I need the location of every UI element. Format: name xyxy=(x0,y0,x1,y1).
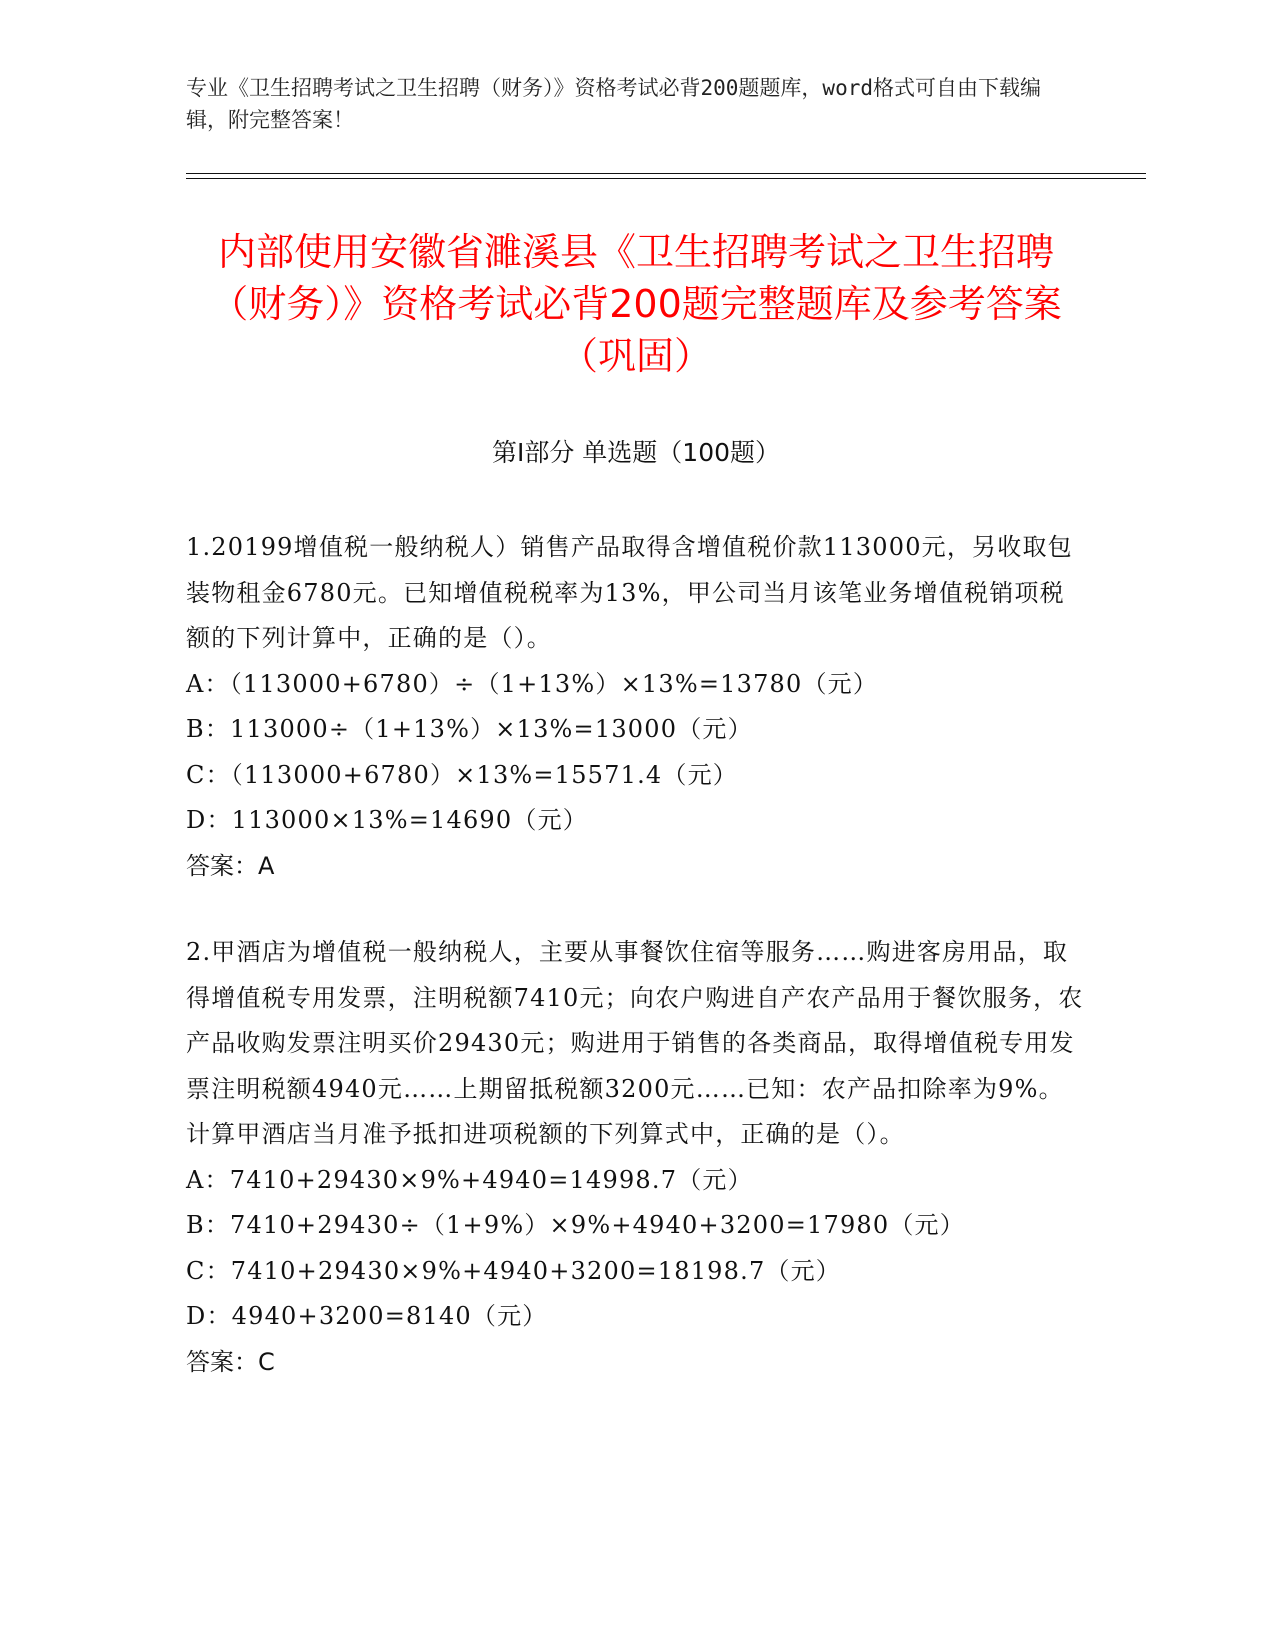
option-a: A：7410+29430×9%+4940=14998.7（元） xyxy=(186,1165,753,1194)
question-text: 2.甲酒店为增值税一般纳税人，主要从事餐饮住宿等服务……购进客房用品，取得增值税专用发票，注明税额7410元；向农户购进自产农产品用于餐饮服务，农产品收购发票注明买价29430元；购进用于销售的各类商品，取得增值税专用发票注明税额4940元……上期留抵税额3200元……已知：农产品扣除率为9%。计算甲酒店当月准予抵扣进项税额的下列算式中，正确的是（）。 xyxy=(186,938,1084,1148)
answer: 答案：C xyxy=(186,1347,275,1376)
option-d: D：4940+3200=8140（元） xyxy=(186,1302,548,1330)
option-b: B：7410+29430÷（1+9%）×9%+4940+3200=17980（元） xyxy=(186,1211,965,1239)
option-d: D：113000×13%=14690（元） xyxy=(186,806,588,834)
option-b: B：113000÷（1+13%）×13%=13000（元） xyxy=(186,715,753,743)
header-divider-bottom xyxy=(186,178,1146,179)
question-2 xyxy=(186,930,1086,1385)
document-title: 内部使用安徽省濉溪县《卫生招聘考试之卫生招聘（财务）》资格考试必背200题完整题库及参考答案（巩固） xyxy=(210,230,1062,378)
option-a: A：（113000+6780）÷（1+13%）×13%=13780（元） xyxy=(186,669,879,698)
header-note: 专业《卫生招聘考试之卫生招聘（财务）》资格考试必背200题题库，word格式可自由下载编辑，附完整答案！ xyxy=(186,76,1041,132)
answer: 答案：A xyxy=(186,851,275,880)
section-title: 第Ⅰ部分 单选题（100题） xyxy=(491,438,781,467)
question-text: 1.20199增值税一般纳税人）销售产品取得含增值税价款113000元，另收取包装物租金6780元。已知增值税税率为13%，甲公司当月该笔业务增值税销项税额的下列计算中，正确的是（）。 xyxy=(186,533,1073,652)
option-c: C：7410+29430×9%+4940+3200=18198.7（元） xyxy=(186,1256,842,1285)
header-divider-top xyxy=(186,173,1146,174)
question-1 xyxy=(186,525,1086,889)
option-c: C：（113000+6780）×13%=15571.4（元） xyxy=(186,760,738,789)
